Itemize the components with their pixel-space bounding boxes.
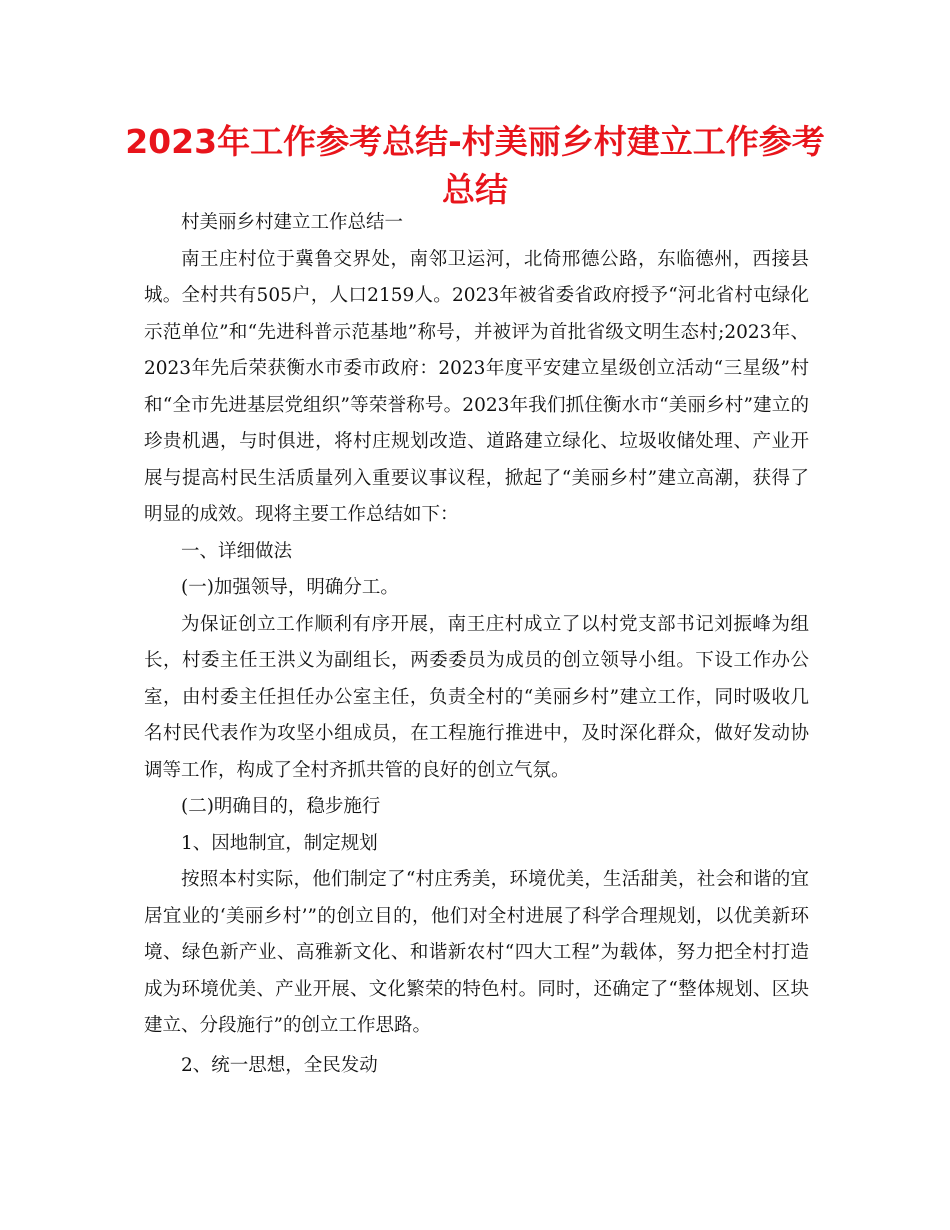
sub-heading: (二)明确目的，稳步施行 <box>181 796 381 817</box>
sub-heading: (一)加强领导，明确分工。 <box>181 577 399 598</box>
paragraph: 按照本村实际，他们制定了“村庄秀美，环境优美，生活甜美，社会和谐的宜居宜业的‘美丽乡村’”的创立目的，他们对全村进展了科学合理规划，以优美新环境、绿色新产业、高雅新文化、和谐新农村“四大工程”为载体，努力把全村打造成为环境优美、产业开展、文化繁荣的特色村。同时，还确定了“整体规划、区块建立、分段施行”的创立工作思路。 <box>144 869 809 1036</box>
paragraph: 南王庄村位于冀鲁交界处，南邻卫运河，北倚邢德公路，东临德州，西接县城。全村共有505户，人口2159人。2023年被省委省政府授予“河北省村屯绿化示范单位”和“先进科普示范基地”称号，并被评为首批省级文明生态村;2023年、2023年先后荣获衡水市委市政府：2023年度平安建立星级创立活动“三星级”村和“全市先进基层党组织”等荣誉称号。2023年我们抓住衡水市“美丽乡村”建立的珍贵机遇，与时俱进，将村庄规划改造、道路建立绿化、垃圾收储处理、产业开展与提高村民生活质量列入重要议事议程，掀起了“美丽乡村”建立高潮，获得了明显的成效。现将主要工作总结如下： <box>144 248 809 525</box>
section-heading: 一、详细做法 <box>181 540 293 562</box>
document-body <box>144 205 809 1084</box>
section-heading: 村美丽乡村建立工作总结一 <box>181 212 404 233</box>
document-title: 2023年工作参考总结-村美丽乡村建立工作参考总结 <box>125 122 825 209</box>
sub-heading: 2、统一思想，全民发动 <box>181 1054 378 1076</box>
sub-heading: 1、因地制宜，制定规划 <box>181 832 378 854</box>
paragraph: 为保证创立工作顺利有序开展，南王庄村成立了以村党支部书记刘振峰为组长，村委主任王洪义为副组长，两委委员为成员的创立领导小组。下设工作办公室，由村委主任担任办公室主任，负责全村的“美丽乡村”建立工作，同时吸收几名村民代表作为攻坚小组成员，在工程施行推进中，及时深化群众，做好发动协调等工作，构成了全村齐抓共管的良好的创立气氛。 <box>144 613 809 781</box>
